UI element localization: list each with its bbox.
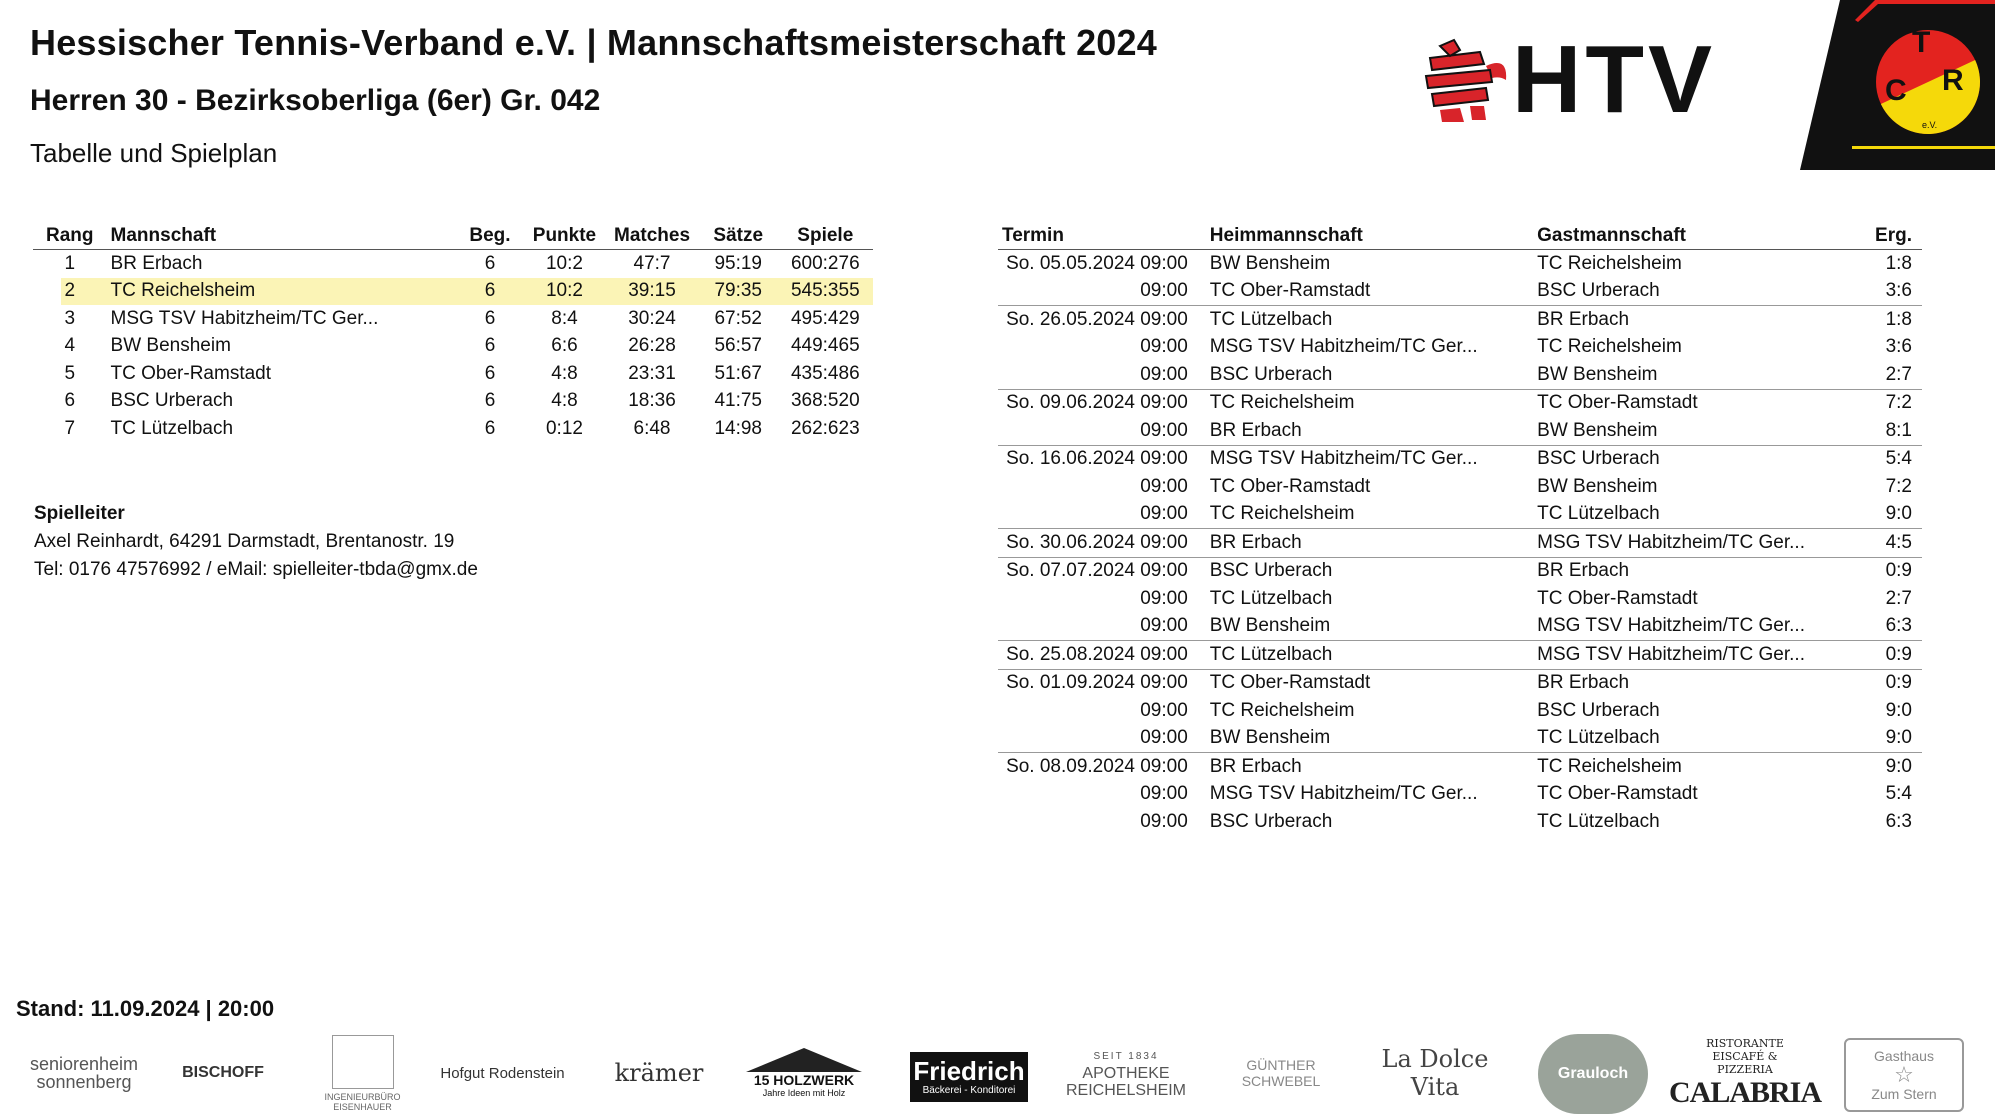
schedule-row	[998, 389, 1922, 417]
standings-row	[33, 250, 873, 278]
schedule-gast: BW Bensheim	[1537, 363, 1658, 385]
schedule-erg: 7:2	[1840, 389, 1922, 417]
club-letter-r: R	[1942, 64, 1964, 97]
standings-saetze: 14:98	[714, 417, 762, 439]
schedule-erg: 9:0	[1885, 727, 1912, 749]
spielleiter-address: Axel Reinhardt, 64291 Darmstadt, Brentanostr. 19	[34, 531, 455, 552]
page-caption: Tabelle und Spielplan	[30, 138, 278, 168]
schedule-erg: 9:0	[1885, 699, 1912, 721]
col-beg: Beg.	[469, 224, 511, 246]
schedule-heim: TC Lützelbach	[1206, 306, 1533, 334]
schedule-row	[998, 306, 1922, 334]
standings-punkte: 8:4	[551, 307, 578, 329]
club-letter-t: T	[1912, 26, 1931, 59]
standings-matches: 6:48	[633, 417, 671, 439]
schedule-gast: TC Reichelsheim	[1533, 753, 1839, 781]
schedule-heim: TC Ober-Ramstadt	[1209, 475, 1371, 497]
schedule-row	[998, 781, 1922, 809]
col-saetze: Sätze	[713, 224, 764, 246]
standings-spiele: 495:429	[790, 307, 860, 329]
eisenhauer-text: INGENIEURBÜRO EISENHAUER	[324, 1091, 401, 1112]
stern-top: Gasthaus	[1874, 1048, 1934, 1064]
schedule-row	[998, 697, 1922, 725]
standings-row	[33, 305, 873, 333]
schedule-heim: BW Bensheim	[1209, 615, 1331, 637]
standings-row	[33, 278, 873, 306]
club-letter-c: C	[1885, 74, 1907, 107]
page-title: Hessischer Tennis-Verband e.V. | Mannschaftsmeisterschaft 2024	[30, 22, 1157, 63]
standings-spiele: 449:465	[790, 335, 860, 357]
standings-team: BR Erbach	[110, 252, 203, 274]
standings-team: BW Bensheim	[110, 335, 231, 357]
star-icon: ☆	[1894, 1062, 1914, 1087]
schedule-gast: TC Reichelsheim	[1537, 336, 1682, 358]
schedule-gast: TC Lützelbach	[1537, 810, 1660, 832]
standings-saetze: 41:75	[714, 390, 762, 412]
schedule-termin: So. 08.09.2024 09:00	[998, 753, 1206, 781]
schedule-heim: TC Reichelsheim	[1209, 503, 1355, 525]
club-suffix: e.V.	[1922, 120, 1938, 130]
schedule-row	[998, 753, 1922, 781]
standings-rang: 1	[64, 252, 76, 274]
schedule-heim: BSC Urberach	[1209, 363, 1333, 385]
schedule-termin: So. 30.06.2024 09:00	[998, 529, 1206, 558]
col-heim: Heimmannschaft	[1209, 224, 1363, 246]
club-logo	[1800, 0, 1995, 170]
schedule-gast: TC Ober-Ramstadt	[1533, 389, 1839, 417]
standings-saetze: 56:57	[714, 335, 762, 357]
schedule-gast: BR Erbach	[1533, 669, 1839, 697]
apotheke-main: APOTHEKE	[1082, 1064, 1170, 1082]
schedule-gast: TC Ober-Ramstadt	[1537, 587, 1698, 609]
schedule-row	[998, 613, 1922, 641]
schedule-termin: 09:00	[1140, 419, 1188, 441]
schedule-row	[998, 641, 1922, 670]
schedule-gast: TC Lützelbach	[1537, 727, 1660, 749]
apotheke-top: SEIT 1834	[1093, 1050, 1159, 1062]
col-mannschaft: Mannschaft	[110, 224, 217, 246]
standings-row	[33, 415, 873, 443]
page-subtitle: Herren 30 - Bezirksoberliga (6er) Gr. 042	[30, 84, 601, 117]
schedule-termin: 09:00	[1140, 363, 1188, 385]
schedule-erg: 0:9	[1840, 669, 1922, 697]
col-matches: Matches	[614, 224, 691, 246]
standings-rang: 5	[64, 362, 76, 384]
calabria-top: RISTORANTE EISCAFÉ & PIZZERIA	[1706, 1036, 1784, 1076]
eisenhauer-logo-icon	[332, 1035, 394, 1089]
schedule-gast: BSC Urberach	[1533, 445, 1839, 473]
schedule-gast: TC Lützelbach	[1537, 503, 1660, 525]
schedule-row	[998, 557, 1922, 585]
spielleiter-contact: Tel: 0176 47576992 / eMail: spielleiter-tbda@gmx.de	[34, 559, 478, 580]
schedule-erg: 1:8	[1840, 306, 1922, 334]
schedule-termin: So. 05.05.2024 09:00	[1006, 252, 1188, 274]
col-erg: Erg.	[1875, 224, 1912, 246]
schedule-erg: 5:4	[1840, 445, 1922, 473]
stern-main: Zum Stern	[1871, 1086, 1937, 1102]
standings-beg: 6	[484, 390, 496, 412]
standings-row	[33, 360, 873, 388]
schedule-row	[998, 445, 1922, 473]
schedule-erg: 9:0	[1840, 753, 1922, 781]
standings-team: MSG TSV Habitzheim/TC Ger...	[110, 307, 379, 329]
sponsor-bischoff: BISCHOFF	[182, 1064, 264, 1081]
schedule-gast: BW Bensheim	[1537, 419, 1658, 441]
schedule-gast: MSG TSV Habitzheim/TC Ger...	[1537, 615, 1805, 637]
schedule-termin: So. 25.08.2024 09:00	[998, 641, 1206, 670]
col-spiele: Spiele	[797, 224, 854, 246]
standings-saetze: 95:19	[714, 252, 762, 274]
lion-icon	[1420, 36, 1512, 124]
standings-rang: 2	[33, 278, 107, 306]
standings-rang: 7	[64, 417, 76, 439]
standings-matches: 39:15	[605, 278, 699, 306]
schedule-termin: 09:00	[1140, 336, 1188, 358]
schedule-table	[998, 222, 1922, 836]
schedule-row	[998, 250, 1922, 278]
schedule-heim: TC Reichelsheim	[1206, 389, 1533, 417]
htv-logo	[1420, 26, 1770, 133]
schedule-row	[998, 501, 1922, 529]
spielleiter-info	[34, 500, 478, 584]
schedule-heim: BW Bensheim	[1209, 727, 1331, 749]
schedule-heim: BSC Urberach	[1209, 810, 1333, 832]
spielleiter-label: Spielleiter	[34, 503, 125, 524]
standings-punkte: 6:6	[551, 335, 578, 357]
schedule-row	[998, 725, 1922, 753]
standings-spiele: 368:520	[790, 390, 860, 412]
schedule-erg: 3:6	[1885, 280, 1912, 302]
standings-beg: 6	[456, 278, 523, 306]
standings-beg: 6	[484, 335, 496, 357]
schedule-erg: 6:3	[1885, 810, 1912, 832]
schedule-erg: 7:2	[1885, 475, 1912, 497]
schedule-termin: 09:00	[1140, 699, 1188, 721]
schedule-erg: 2:7	[1885, 363, 1912, 385]
standings-saetze: 79:35	[699, 278, 778, 306]
holzwerk-main: 15 HOLZWERK	[753, 1072, 855, 1088]
col-rang: Rang	[46, 224, 94, 246]
schedule-termin: So. 09.06.2024 09:00	[998, 389, 1206, 417]
schedule-erg: 8:1	[1885, 419, 1912, 441]
schedule-heim: MSG TSV Habitzheim/TC Ger...	[1209, 336, 1478, 358]
schedule-header-row	[998, 222, 1922, 250]
schedule-termin: So. 07.07.2024 09:00	[998, 557, 1206, 585]
sponsor-bar	[0, 1030, 1995, 1118]
standings-row	[33, 333, 873, 361]
standings-matches: 30:24	[628, 307, 676, 329]
standings-matches: 23:31	[628, 362, 676, 384]
standings-spiele: 600:276	[790, 252, 860, 274]
standings-team: TC Lützelbach	[110, 417, 234, 439]
standings-beg: 6	[484, 307, 496, 329]
schedule-heim: BSC Urberach	[1206, 557, 1533, 585]
apotheke-sub: REICHELSHEIM	[1065, 1081, 1187, 1099]
schedule-erg: 6:3	[1885, 615, 1912, 637]
schedule-heim: MSG TSV Habitzheim/TC Ger...	[1209, 783, 1478, 805]
friedrich-sub: Bäckerei - Konditorei	[922, 1085, 1016, 1096]
schedule-heim: BR Erbach	[1206, 529, 1533, 558]
schedule-row	[998, 808, 1922, 836]
holzwerk-sub: Jahre Ideen mit Holz	[762, 1088, 846, 1098]
schedule-erg: 9:0	[1885, 503, 1912, 525]
standings-beg: 6	[484, 362, 496, 384]
club-emblem-icon	[1800, 0, 1995, 170]
schedule-erg: 1:8	[1885, 252, 1912, 274]
schedule-heim: MSG TSV Habitzheim/TC Ger...	[1206, 445, 1533, 473]
standings-punkte: 10:2	[545, 252, 583, 274]
schedule-termin: So. 16.06.2024 09:00	[998, 445, 1206, 473]
schedule-row	[998, 334, 1922, 362]
schedule-gast: MSG TSV Habitzheim/TC Ger...	[1533, 529, 1839, 558]
standings-matches: 47:7	[633, 252, 671, 274]
standings-punkte: 4:8	[551, 362, 578, 384]
sponsor-apotheke	[1066, 1030, 1186, 1116]
schedule-termin: 09:00	[1140, 587, 1188, 609]
standings-matches: 18:36	[628, 390, 676, 412]
standings-beg: 6	[484, 417, 496, 439]
sponsor-holzwerk	[744, 1030, 864, 1116]
schedule-erg: 2:7	[1885, 587, 1912, 609]
schedule-gast: BR Erbach	[1533, 557, 1839, 585]
standings-team: TC Ober-Ramstadt	[110, 362, 272, 384]
standings-saetze: 67:52	[714, 307, 762, 329]
standings-header-row	[33, 222, 873, 250]
schedule-heim: TC Lützelbach	[1209, 587, 1333, 609]
holzwerk-roof-icon	[746, 1048, 862, 1072]
schedule-termin: 09:00	[1140, 615, 1188, 637]
schedule-heim: TC Lützelbach	[1206, 641, 1533, 670]
standings-spiele: 435:486	[790, 362, 860, 384]
htv-logo-text: HTV	[1512, 26, 1716, 133]
schedule-termin: 09:00	[1140, 475, 1188, 497]
stand-timestamp: Stand: 11.09.2024 | 20:00	[16, 996, 275, 1021]
col-gast: Gastmannschaft	[1537, 224, 1687, 246]
standings-punkte: 10:2	[524, 278, 605, 306]
schedule-row	[998, 278, 1922, 306]
standings-punkte: 0:12	[545, 417, 583, 439]
standings-saetze: 51:67	[714, 362, 762, 384]
standings-table	[33, 222, 873, 443]
schedule-termin: So. 01.09.2024 09:00	[998, 669, 1206, 697]
sponsor-grauloch: Grauloch	[1538, 1034, 1648, 1114]
standings-rang: 6	[64, 390, 76, 412]
standings-spiele: 545:355	[778, 278, 873, 306]
sponsor-dolce-vita: La Dolce Vita	[1381, 1045, 1489, 1101]
schedule-gast: BW Bensheim	[1537, 475, 1658, 497]
standings-team: TC Reichelsheim	[107, 278, 457, 306]
schedule-termin: 09:00	[1140, 727, 1188, 749]
sponsor-schwebel: GÜNTHER SCHWEBEL	[1241, 1057, 1321, 1089]
schedule-heim: BR Erbach	[1206, 753, 1533, 781]
schedule-erg: 5:4	[1885, 783, 1912, 805]
schedule-gast: BR Erbach	[1533, 306, 1839, 334]
friedrich-main: Friedrich	[913, 1056, 1025, 1086]
schedule-termin: 09:00	[1140, 280, 1188, 302]
schedule-row	[998, 417, 1922, 445]
standings-matches: 26:28	[628, 335, 676, 357]
schedule-erg: 0:9	[1840, 557, 1922, 585]
schedule-termin: 09:00	[1140, 810, 1188, 832]
standings-team: BSC Urberach	[110, 390, 234, 412]
schedule-row	[998, 361, 1922, 389]
schedule-erg: 3:6	[1885, 336, 1912, 358]
sponsor-kramer: krämer	[614, 1059, 704, 1087]
calabria-main: CALABRIA	[1668, 1075, 1822, 1109]
sponsor-rodenstein: Hofgut Rodenstein	[440, 1064, 565, 1082]
sponsor-sonnenberg: seniorenheim sonnenberg	[29, 1054, 139, 1092]
col-punkte: Punkte	[532, 224, 597, 246]
schedule-gast: TC Ober-Ramstadt	[1537, 783, 1698, 805]
schedule-row	[998, 473, 1922, 501]
schedule-heim: TC Reichelsheim	[1209, 699, 1355, 721]
schedule-gast: BSC Urberach	[1537, 699, 1660, 721]
schedule-heim: TC Ober-Ramstadt	[1209, 280, 1371, 302]
schedule-erg: 0:9	[1840, 641, 1922, 670]
standings-spiele: 262:623	[790, 417, 860, 439]
schedule-heim: TC Ober-Ramstadt	[1206, 669, 1533, 697]
col-termin: Termin	[1002, 224, 1064, 246]
schedule-gast: BSC Urberach	[1537, 280, 1660, 302]
standings-punkte: 4:8	[551, 390, 578, 412]
schedule-row	[998, 669, 1922, 697]
standings-row	[33, 388, 873, 416]
standings-rang: 4	[64, 335, 76, 357]
standings-rang: 3	[64, 307, 76, 329]
sponsor-zum-stern	[1844, 1038, 1964, 1112]
schedule-row	[998, 529, 1922, 558]
schedule-row	[998, 585, 1922, 613]
schedule-gast: MSG TSV Habitzheim/TC Ger...	[1533, 641, 1839, 670]
sponsor-calabria	[1668, 1030, 1822, 1116]
sponsor-eisenhauer	[325, 1030, 400, 1116]
schedule-termin: 09:00	[1140, 783, 1188, 805]
schedule-heim: BR Erbach	[1209, 419, 1302, 441]
schedule-erg: 4:5	[1840, 529, 1922, 558]
standings-beg: 6	[484, 252, 496, 274]
schedule-gast: TC Reichelsheim	[1537, 252, 1682, 274]
sponsor-friedrich	[910, 1052, 1028, 1102]
schedule-termin: So. 26.05.2024 09:00	[998, 306, 1206, 334]
schedule-heim: BW Bensheim	[1209, 252, 1331, 274]
schedule-termin: 09:00	[1140, 503, 1188, 525]
